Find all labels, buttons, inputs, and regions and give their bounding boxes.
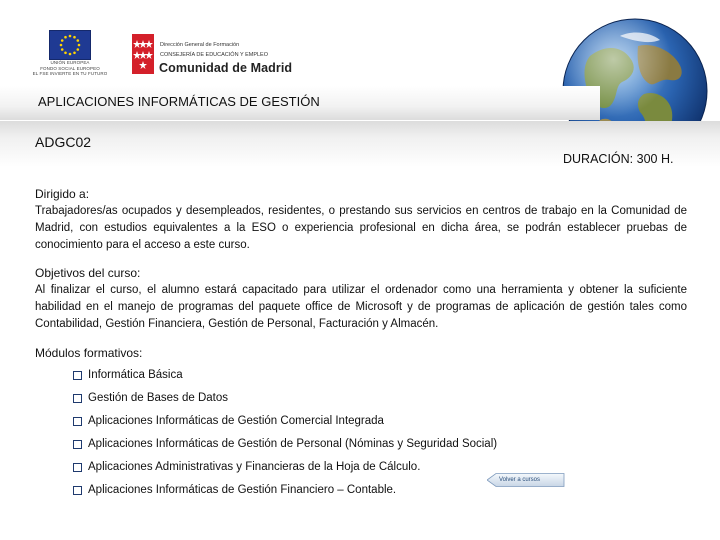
module-item	[73, 392, 228, 404]
module-label: Gestión de Bases de Datos	[88, 392, 228, 404]
module-item	[73, 415, 384, 427]
checkbox-bullet-icon	[73, 463, 82, 472]
course-code: ADGC02	[35, 134, 92, 150]
objetivos-label: Objetivos del curso:	[35, 266, 141, 280]
madrid-flag-logo	[132, 34, 154, 74]
module-item	[73, 484, 396, 496]
modulos-label: Módulos formativos:	[35, 346, 143, 360]
back-to-courses-button[interactable]	[487, 473, 565, 487]
checkbox-bullet-icon	[73, 371, 82, 380]
module-label: Aplicaciones Informáticas de Gestión de Personal (Nóminas y Seguridad Social)	[88, 438, 498, 450]
checkbox-bullet-icon	[73, 417, 82, 426]
eu-text-line: EL FSE INVIERTE EN TU FUTURO	[32, 71, 108, 76]
checkbox-bullet-icon	[73, 440, 82, 449]
course-duration: DURACIÓN: 300 H.	[563, 152, 674, 166]
module-label: Aplicaciones Informáticas de Gestión Financiero – Contable.	[88, 484, 397, 496]
madrid-department-line: CONSEJERÍA DE EDUCACIÓN Y EMPLEO	[160, 52, 268, 58]
module-label: Aplicaciones Administrativas y Financieras de la Hoja de Cálculo.	[88, 461, 421, 473]
madrid-name: Comunidad de Madrid	[159, 61, 293, 75]
eu-text-line: FONDO SOCIAL EUROPEO	[40, 65, 100, 71]
eu-text-line: UNIÓN EUROPEA	[50, 60, 90, 65]
eu-stars-icon	[50, 31, 90, 59]
dirigido-label: Dirigido a:	[35, 187, 90, 201]
madrid-stars-icon	[132, 34, 154, 74]
module-label: Informática Básica	[88, 369, 183, 381]
module-item	[73, 369, 183, 381]
dirigido-text: Trabajadores/as ocupados y desempleados, residentes, o prestando sus servicios en centros de trabajo en la Comunidad de Madrid, con estudios equivalentes a la ESO o experiencia profesional en dicha área, se podrán establecer pruebas de conocimiento para el acceso a este curso.	[35, 205, 687, 251]
course-title: APLICACIONES INFORMÁTICAS DE GESTIÓN	[38, 94, 320, 109]
module-label: Aplicaciones Informáticas de Gestión Comercial Integrada	[88, 415, 384, 427]
checkbox-bullet-icon	[73, 486, 82, 495]
module-item	[73, 461, 420, 473]
module-item	[73, 438, 497, 450]
eu-flag-logo	[49, 30, 91, 60]
eu-logo-text	[25, 60, 115, 77]
back-button-label: Volver a cursos	[499, 477, 541, 483]
checkbox-bullet-icon	[73, 394, 82, 403]
objetivos-text: Al finalizar el curso, el alumno estará capacitado para utilizar el ordenador como una herramienta y obtener la suficiente habilidad en el manejo de programas del paquete office de Microsoft y de programas de aplicación de gestión tales como Contabilidad, Gestión Financiera, Gestión de Personal, Facturación y Almacén.	[35, 284, 687, 330]
madrid-department-line: Dirección General de Formación	[160, 42, 240, 48]
